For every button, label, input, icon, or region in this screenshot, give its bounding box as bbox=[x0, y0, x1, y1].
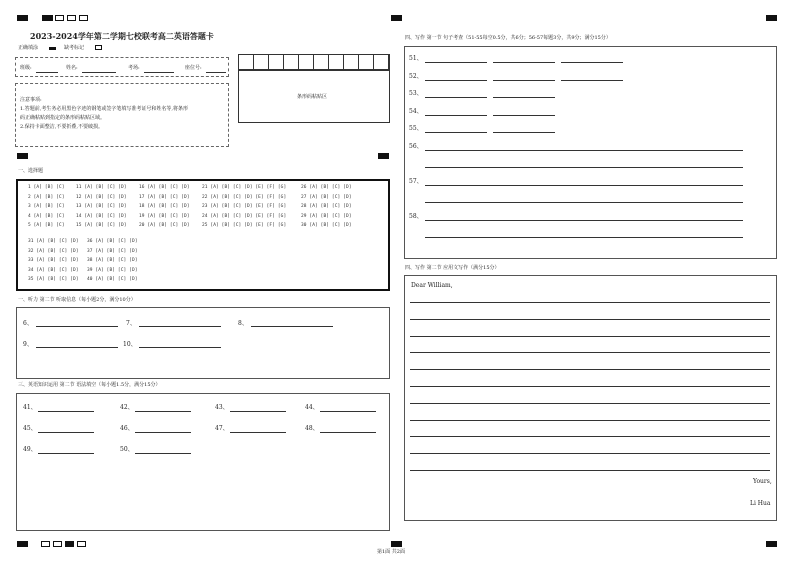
cloze-box bbox=[16, 393, 390, 531]
answer-line[interactable] bbox=[493, 115, 555, 116]
choice-row[interactable]: 25 [A] [B] [C] [D] [E] [F] [G] bbox=[202, 223, 287, 228]
timing-mark bbox=[766, 15, 777, 21]
choice-row[interactable]: 34 [A] [B] [C] [D] bbox=[28, 267, 79, 273]
item-number: 46、 bbox=[120, 425, 134, 432]
item-number: 10、 bbox=[123, 341, 137, 348]
writing-line[interactable] bbox=[410, 352, 770, 353]
student-info-box bbox=[15, 57, 229, 77]
listen-box bbox=[16, 307, 390, 379]
section-cloze-label: 三、英语知识运用 第二节 语法填空（每小题1.5分，满分15分） bbox=[18, 382, 161, 388]
writing-line[interactable] bbox=[410, 403, 770, 404]
section-listen-label: 一、听力 第二节 听取信息（每小题2分，满分10分） bbox=[18, 297, 136, 303]
choice-row[interactable]: 2 [A] [B] [C] bbox=[28, 194, 65, 200]
barcode-area bbox=[238, 70, 390, 123]
section-choice-label: 一、选择题 bbox=[18, 168, 44, 174]
class-label: 班级: bbox=[20, 65, 32, 71]
choice-row[interactable]: 14 [A] [B] [C] [D] bbox=[76, 213, 127, 219]
answer-line[interactable] bbox=[230, 432, 286, 433]
choice-row[interactable]: 38 [A] [B] [C] [D] bbox=[87, 258, 138, 263]
item-number: 47、 bbox=[215, 425, 229, 432]
answer-line[interactable] bbox=[425, 150, 743, 151]
item-number: 44、 bbox=[305, 404, 319, 411]
choice-row[interactable]: 23 [A] [B] [C] [D] [E] [F] [G] bbox=[202, 204, 287, 209]
writing-line[interactable] bbox=[410, 420, 770, 421]
exam-room-label: 考场: bbox=[128, 65, 140, 71]
item-number: 57、 bbox=[409, 178, 423, 185]
item-number: 48、 bbox=[305, 425, 319, 432]
item-number: 49、 bbox=[23, 446, 37, 453]
answer-line[interactable] bbox=[493, 97, 555, 98]
seat-field[interactable] bbox=[206, 72, 226, 73]
item-number: 58、 bbox=[409, 213, 423, 220]
choice-row[interactable]: 39 [A] [B] [C] [D] bbox=[87, 267, 138, 273]
item-number: 52、 bbox=[409, 72, 423, 80]
timing-mark bbox=[766, 541, 777, 547]
choice-row[interactable]: 13 [A] [B] [C] [D] bbox=[76, 204, 127, 209]
writing-line[interactable] bbox=[410, 470, 770, 471]
choice-row[interactable]: 22 [A] [B] [C] [D] [E] [F] [G] bbox=[202, 194, 287, 200]
absent-box bbox=[65, 541, 74, 547]
item-number: 43、 bbox=[215, 404, 229, 411]
answer-line[interactable] bbox=[425, 185, 743, 186]
choice-box bbox=[16, 179, 390, 291]
answer-line[interactable] bbox=[561, 62, 623, 63]
notice-box bbox=[15, 83, 229, 147]
choice-row[interactable]: 11 [A] [B] [C] [D] bbox=[76, 185, 127, 190]
answer-line[interactable] bbox=[36, 326, 118, 327]
answer-line[interactable] bbox=[139, 326, 221, 327]
absent-box bbox=[67, 15, 76, 21]
choice-row[interactable]: 31 [A] [B] [C] [D] bbox=[28, 239, 79, 244]
answer-line[interactable] bbox=[425, 62, 487, 63]
absent-checkbox[interactable] bbox=[95, 45, 102, 50]
choice-row[interactable]: 12 [A] [B] [C] [D] bbox=[76, 194, 127, 200]
absent-box bbox=[77, 541, 86, 547]
writing-line[interactable] bbox=[410, 386, 770, 387]
answer-line[interactable] bbox=[425, 97, 487, 98]
timing-mark bbox=[17, 153, 28, 159]
answer-line[interactable] bbox=[135, 453, 191, 454]
answer-line[interactable] bbox=[135, 411, 191, 412]
choice-row[interactable]: 24 [A] [B] [C] [D] [E] [F] [G] bbox=[202, 213, 287, 219]
letter-greeting: Dear William, bbox=[411, 282, 453, 289]
item-number: 56、 bbox=[409, 143, 423, 150]
answer-line[interactable] bbox=[38, 453, 94, 454]
choice-row[interactable]: 27 [A] [B] [C] [D] bbox=[301, 194, 352, 200]
answer-line[interactable] bbox=[38, 432, 94, 433]
writing-line[interactable] bbox=[410, 453, 770, 454]
seat-label: 座位号: bbox=[185, 65, 202, 71]
choice-row[interactable]: 35 [A] [B] [C] [D] bbox=[28, 277, 79, 282]
choice-row[interactable]: 20 [A] [B] [C] [D] bbox=[139, 223, 190, 228]
page-footer: 第1面 共2面 bbox=[377, 549, 405, 555]
section-writing2-label: 四、写作 第二节 应用文写作（满分15分） bbox=[405, 265, 500, 271]
name-label: 姓名: bbox=[66, 65, 78, 71]
page-title: 2023-2024学年第二学期七校联考高二英语答题卡 bbox=[30, 31, 214, 41]
writing-line[interactable] bbox=[410, 319, 770, 320]
choice-row[interactable]: 19 [A] [B] [C] [D] bbox=[139, 213, 190, 219]
exam-room-field[interactable] bbox=[144, 72, 174, 73]
answer-line[interactable] bbox=[139, 347, 221, 348]
timing-mark bbox=[378, 153, 389, 159]
answer-line[interactable] bbox=[230, 411, 286, 412]
letter-closing: Yours, bbox=[753, 478, 772, 485]
absent-box bbox=[53, 541, 62, 547]
choice-row[interactable]: 16 [A] [B] [C] [D] bbox=[139, 185, 190, 190]
writing2-box bbox=[404, 275, 777, 521]
writing1-box bbox=[404, 46, 777, 259]
answer-line[interactable] bbox=[425, 115, 487, 116]
item-number: 6、 bbox=[23, 320, 33, 327]
choice-row[interactable]: 4 [A] [B] [C] bbox=[28, 213, 65, 219]
timing-mark bbox=[17, 541, 28, 547]
choice-row[interactable]: 33 [A] [B] [C] [D] bbox=[28, 258, 79, 263]
choice-row[interactable]: 1 [A] [B] [C] bbox=[28, 185, 65, 190]
timing-mark bbox=[391, 541, 402, 547]
choice-row[interactable]: 28 [A] [B] [C] [D] bbox=[301, 204, 352, 209]
answer-line[interactable] bbox=[425, 220, 743, 221]
answer-line[interactable] bbox=[320, 411, 376, 412]
absent-box bbox=[55, 15, 64, 21]
item-number: 50、 bbox=[120, 446, 134, 453]
choice-row[interactable]: 15 [A] [B] [C] [D] bbox=[76, 223, 127, 228]
class-field[interactable] bbox=[36, 72, 58, 73]
item-number: 41、 bbox=[23, 404, 37, 411]
answer-line[interactable] bbox=[38, 411, 94, 412]
notice-line: 2.保持卡面整洁,不要折叠,不要破损。 bbox=[20, 124, 103, 130]
choice-row[interactable]: 29 [A] [B] [C] [D] bbox=[301, 213, 352, 219]
choice-row[interactable]: 21 [A] [B] [C] [D] [E] [F] [G] bbox=[202, 185, 287, 190]
choice-row[interactable]: 37 [A] [B] [C] [D] bbox=[87, 248, 138, 254]
item-number: 42、 bbox=[120, 404, 134, 411]
choice-row[interactable]: 17 [A] [B] [C] [D] bbox=[139, 194, 190, 200]
exam-number-grid bbox=[238, 54, 390, 70]
writing-line[interactable] bbox=[410, 369, 770, 370]
filled-sample-icon bbox=[49, 47, 56, 50]
correct-fill-label: 正确填涂 bbox=[18, 45, 39, 51]
notice-heading: 注意事项: bbox=[20, 97, 42, 103]
choice-row[interactable]: 18 [A] [B] [C] [D] bbox=[139, 204, 190, 209]
item-number: 45、 bbox=[23, 425, 37, 432]
answer-line[interactable] bbox=[493, 80, 555, 81]
item-number: 7、 bbox=[126, 320, 136, 327]
answer-line[interactable] bbox=[251, 326, 333, 327]
notice-line: 码正确粘贴到指定的条形码粘贴区域。 bbox=[20, 115, 106, 121]
answer-line[interactable] bbox=[135, 432, 191, 433]
notice-line: 1.答题前,考生务必用黑色字迹的钢笔或签字笔填写准考证号和姓名等,将条形 bbox=[20, 106, 188, 112]
item-number: 9、 bbox=[23, 341, 33, 348]
name-field[interactable] bbox=[82, 72, 116, 73]
answer-line[interactable] bbox=[425, 237, 743, 238]
absent-mark-label: 缺考标记 bbox=[64, 45, 85, 51]
answer-line[interactable] bbox=[493, 132, 555, 133]
answer-line[interactable] bbox=[320, 432, 376, 433]
item-number: 54、 bbox=[409, 107, 423, 115]
choice-row[interactable]: 30 [A] [B] [C] [D] bbox=[301, 223, 352, 228]
absent-box bbox=[79, 15, 88, 21]
answer-line[interactable] bbox=[425, 167, 743, 168]
item-number: 53、 bbox=[409, 90, 423, 97]
barcode-label: 条形码粘贴区 bbox=[297, 94, 328, 100]
timing-mark bbox=[391, 15, 402, 21]
choice-row[interactable]: 26 [A] [B] [C] [D] bbox=[301, 185, 352, 190]
section-writing1-label: 四、写作 第一节 句子考查（51-55每空0.5分，共6分；56-57每题3分，共9分；满分15分） bbox=[405, 35, 611, 41]
answer-line[interactable] bbox=[36, 347, 118, 348]
writing-line[interactable] bbox=[410, 436, 770, 437]
choice-row[interactable]: 36 [A] [B] [C] [D] bbox=[87, 239, 138, 244]
answer-line[interactable] bbox=[425, 132, 487, 133]
timing-mark bbox=[42, 15, 53, 21]
item-number: 8、 bbox=[238, 320, 248, 327]
answer-line[interactable] bbox=[425, 202, 743, 203]
letter-signature: Li Hua bbox=[750, 500, 771, 507]
choice-row[interactable]: 3 [A] [B] [C] bbox=[28, 204, 65, 209]
writing-line[interactable] bbox=[410, 302, 770, 303]
choice-row[interactable]: 5 [A] [B] [C] bbox=[28, 223, 65, 228]
choice-row[interactable]: 32 [A] [B] [C] [D] bbox=[28, 248, 79, 254]
choice-row[interactable]: 40 [A] [B] [C] [D] bbox=[87, 277, 138, 282]
timing-mark bbox=[17, 15, 28, 21]
absent-box bbox=[41, 541, 50, 547]
answer-line[interactable] bbox=[561, 80, 623, 81]
item-number: 55、 bbox=[409, 125, 423, 132]
writing-line[interactable] bbox=[410, 336, 770, 337]
answer-line[interactable] bbox=[425, 80, 487, 81]
answer-line[interactable] bbox=[493, 62, 555, 63]
item-number: 51、 bbox=[409, 55, 423, 62]
